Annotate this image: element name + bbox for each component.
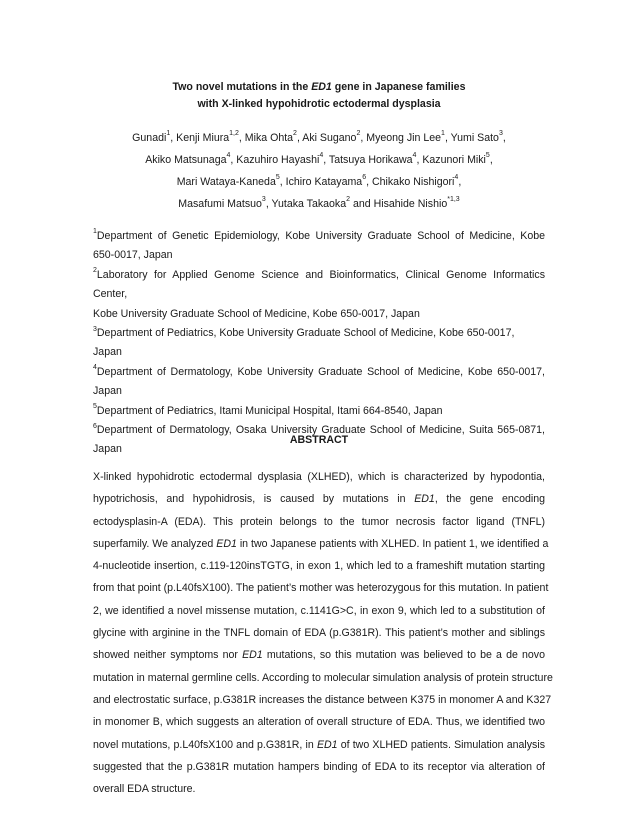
abstract-line	[93, 711, 545, 733]
affiliation-line	[93, 305, 545, 324]
affiliation-text: Kobe University Graduate School of Medicine, Kobe 650-0017, Japan	[93, 307, 420, 320]
affiliation-number: 1	[93, 228, 97, 236]
abstract-line	[93, 689, 552, 711]
author-name: Masafumi Matsuo	[178, 198, 262, 210]
abstract-text: ectodysplasin-A (EDA). This protein belongs to the tumor necrosis factor ligand (TNFL)	[93, 515, 545, 528]
affiliation-line	[93, 266, 545, 305]
author-affiliation-marker: 5	[275, 174, 280, 182]
abstract-line	[93, 778, 545, 800]
author-affiliation-marker: 5	[485, 152, 490, 160]
affiliation-line	[93, 246, 545, 265]
abstract-text: mutation in maternal germline cells. According to molecular simulation analysis of protein structure	[93, 671, 553, 684]
author-affiliation-marker: 3	[261, 196, 266, 204]
gene-name: ED1	[414, 493, 435, 506]
abstract-text: hypotrichosis, and hypohidrosis, is caused by mutations in	[93, 493, 415, 506]
gene-name: ED1	[216, 537, 237, 550]
author-name: Gunadi	[132, 132, 167, 144]
author-name: Yumi Sato	[450, 132, 499, 144]
paper-title-line-2: with X-linked hypohidrotic ectodermal dysplasia	[197, 98, 441, 110]
author-name: Kenji Miura	[176, 132, 230, 144]
affiliation-number: 6	[93, 422, 97, 430]
paper-title-line-1	[0, 80, 638, 94]
author-affiliation-marker: 2	[346, 196, 351, 204]
affiliation-line	[93, 382, 545, 401]
author-name: Mari Wataya-Kaneda	[176, 176, 276, 188]
abstract-text: in two Japanese patients with XLHED. In patient 1, we identified a	[236, 537, 549, 550]
affiliation-list	[93, 227, 545, 460]
affiliation-text: Department of Genetic Epidemiology, Kobe University Graduate School of Medicine, Kobe	[96, 230, 545, 242]
abstract-text: glycine with arginine in the TNFL domain of EDA (p.G381R). This patient’s mother and siblings	[93, 627, 545, 640]
author-affiliation-marker: *1,3	[447, 196, 460, 204]
author-affiliation-marker: 1,2	[229, 130, 239, 138]
author-affiliation-marker: 1	[441, 130, 445, 138]
abstract-line	[93, 667, 553, 689]
author-line: Masafumi Matsuo$^3$, Yutaka Takaoka$^2$ and Hisahide Nishio$^{*1,3}$	[178, 196, 460, 210]
abstract-line	[93, 577, 549, 599]
affiliation-line	[93, 227, 545, 246]
affiliation-number: 4	[93, 364, 97, 372]
author-name: Chikako Nishigori	[371, 176, 455, 188]
affiliation-2	[93, 266, 545, 324]
abstract-text: and electrostatic surface, p.G381R increases the distance between K375 in monomer A and K327	[93, 693, 552, 706]
affiliation-5	[93, 402, 545, 421]
affiliation-text: Department of Pediatrics, Kobe University Graduate School of Medicine, Kobe 650-0017, Japan	[93, 327, 515, 359]
affiliation-line	[93, 363, 545, 382]
abstract-body	[93, 466, 553, 800]
author-name: Ichiro Katayama	[285, 176, 363, 188]
author-name: Tatsuya Horikawa	[328, 154, 413, 166]
affiliation-4	[93, 363, 545, 402]
affiliation-line	[93, 324, 545, 363]
author-name: Kazunori Miki	[422, 154, 486, 166]
author-affiliation-marker: 2	[293, 130, 297, 138]
author-affiliation-marker: 4	[226, 152, 231, 160]
abstract-line	[93, 600, 545, 622]
abstract-line	[93, 555, 545, 577]
author-affiliation-marker: 3	[498, 130, 503, 138]
affiliation-text: Department of Dermatology, Kobe University Graduate School of Medicine, Kobe 650-0017,	[96, 365, 545, 378]
author-affiliation-marker: 2	[356, 130, 361, 138]
abstract-text: 2, we identified a novel missense mutation, c.1141G>C, in exon 9, which led to a substitution of	[93, 604, 545, 617]
author-affiliation-marker: 4	[319, 152, 324, 160]
affiliation-3	[93, 324, 545, 363]
abstract-text: in monomer B, which suggests an alteration of overall structure of EDA. Thus, we identified two	[93, 716, 545, 729]
affiliation-text: Department of Pediatrics, Itami Municipal Hospital, Itami 664-8540, Japan	[96, 404, 443, 417]
abstract-text: X-linked hypohidrotic ectodermal dysplasia (XLHED), which is characterized by hypodontia,	[93, 471, 545, 483]
abstract-text: mutations, so this mutation was believed to be a de novo	[262, 649, 545, 662]
affiliation-line	[93, 402, 545, 421]
author-line: Akiko Matsunaga$^4$, Kazuhiro Hayashi$^4$, Tatsuya Horikawa$^4$, Kazunori Miki$^5$,	[145, 152, 493, 166]
abstract-line	[93, 466, 545, 488]
abstract-line	[93, 533, 549, 555]
author-affiliation-marker: 6	[362, 174, 367, 182]
affiliation-number: 2	[93, 267, 97, 275]
abstract-line	[93, 734, 545, 756]
abstract-line	[93, 511, 545, 533]
affiliation-text: Laboratory for Applied Genome Science and Bioinformatics, Clinical Genome Informatics Center,	[93, 268, 545, 301]
affiliation-text: Department of Dermatology, Osaka University Graduate School of Medicine, Suita 565-0871,	[96, 424, 545, 437]
title-text: gene in Japanese families	[331, 81, 466, 93]
author-list	[0, 127, 638, 215]
abstract-line	[93, 488, 545, 510]
affiliation-text: Japan	[93, 385, 122, 398]
abstract-text: , the gene encoding	[434, 493, 545, 506]
author-name: Kazuhiro Hayashi	[236, 154, 320, 166]
abstract-line	[93, 622, 545, 644]
title-text: Two novel mutations in the	[172, 81, 312, 93]
abstract-text: novel mutations, p.L40fsX100 and p.G381R, in	[93, 738, 317, 751]
abstract-heading: ABSTRACT	[289, 434, 349, 446]
author-line: Gunadi$^1$, Kenji Miura$^{1,2}$, Mika Ohta$^2$, Aki Sugano$^2$, Myeong Jin Lee$^1$, Yumi Sato$^3$,	[132, 130, 506, 144]
author-name: Myeong Jin Lee	[366, 132, 442, 144]
abstract-line	[93, 756, 545, 778]
author-affiliation-marker: 4	[412, 152, 417, 160]
abstract-text: overall EDA structure.	[93, 783, 196, 796]
author-affiliation-marker: 1	[166, 130, 171, 138]
abstract-text: from that point (p.L40fsX100). The patient’s mother was heterozygous for this mutation. In patient	[93, 582, 549, 595]
affiliation-1	[93, 227, 545, 266]
abstract-text: 4-nucleotide insertion, c.119-120insTGTG, in exon 1, which led to a frameshift mutation starting	[93, 560, 545, 573]
abstract-line	[93, 644, 545, 666]
author-name: and Hisahide Nishio	[352, 198, 448, 210]
abstract-text: suggested that the p.G381R mutation hampers binding of EDA to its receptor via alteration of	[93, 760, 545, 773]
affiliation-text: Japan	[93, 443, 122, 456]
affiliation-number: 3	[93, 325, 97, 333]
author-name: Mika Ohta	[244, 132, 294, 144]
author-name: Aki Sugano	[302, 132, 357, 144]
author-affiliation-marker: 4	[454, 174, 459, 182]
abstract-text: of two XLHED patients. Simulation analysis	[337, 738, 545, 751]
affiliation-text: 650-0017, Japan	[93, 249, 173, 262]
abstract-text: superfamily. We analyzed	[93, 537, 217, 550]
abstract-text: showed neither symptoms nor	[93, 649, 243, 662]
author-line: Mari Wataya-Kaneda$^5$, Ichiro Katayama$^6$, Chikako Nishigori$^4$,	[176, 174, 462, 188]
gene-name: ED1	[316, 738, 338, 751]
title-gene-name: ED1	[311, 81, 332, 93]
gene-name: ED1	[242, 649, 263, 662]
author-name: Yutaka Takaoka	[271, 198, 347, 210]
author-name: Akiko Matsunaga	[145, 154, 227, 166]
affiliation-number: 5	[93, 403, 97, 411]
